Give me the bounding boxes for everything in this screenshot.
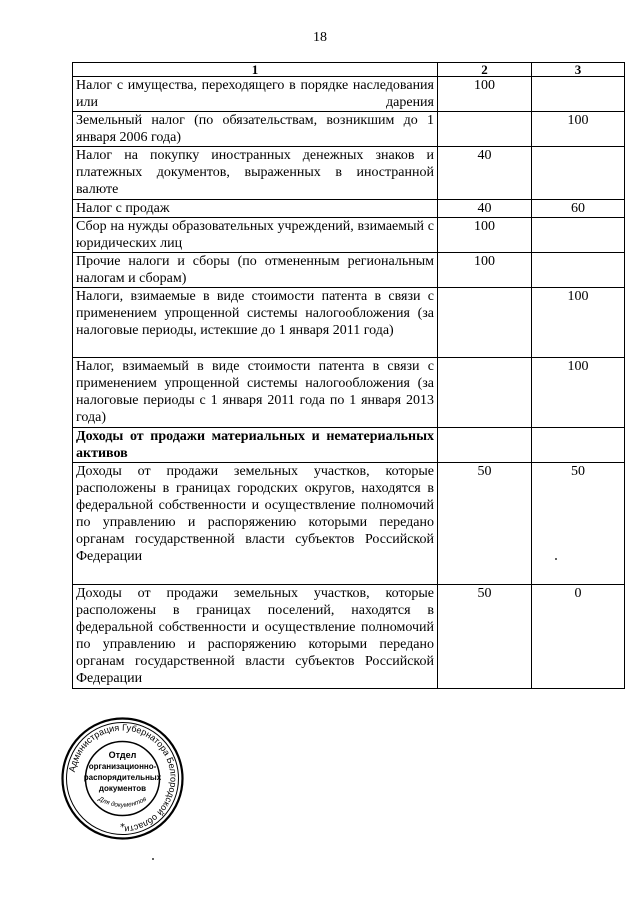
official-seal <box>60 716 185 841</box>
row-label: Налог на покупку иностранных денежных знаков и платежных документов, выраженных в иностранной валюте <box>73 147 438 200</box>
seal-center-line-2: организационно- <box>88 762 157 771</box>
row-value-col2: 50 <box>438 585 532 689</box>
table-row <box>73 253 625 288</box>
row-value-col3: 0 <box>532 585 625 689</box>
row-value-col2: 50 <box>438 463 532 585</box>
column-header-3: 3 <box>532 63 625 77</box>
row-label: Сбор на нужды образовательных учреждений, взимаемый с юридических лиц <box>73 218 438 253</box>
row-label: Земельный налог (по обязательствам, возникшим до 1 января 2006 года) <box>73 112 438 147</box>
row-value-col2 <box>438 288 532 358</box>
page-number: 18 <box>313 30 327 45</box>
table-row <box>73 112 625 147</box>
row-value-col2: 40 <box>438 200 532 218</box>
row-value-col2 <box>438 358 532 428</box>
row-label: Налог с продаж <box>73 200 438 218</box>
row-value-col2: 100 <box>438 253 532 288</box>
row-label: Налог, взимаемый в виде стоимости патента в связи с применением упрощенной системы налогообложения (за налоговые периоды с 1 января 2011 года по 1 января 2013 года) <box>73 358 438 428</box>
scan-speck <box>152 858 154 860</box>
seal-center-line-1: Отдел <box>108 750 137 760</box>
column-header-2: 2 <box>438 63 532 77</box>
table-row <box>73 200 625 218</box>
row-value-col3: 100 <box>532 288 625 358</box>
table-row <box>73 77 625 112</box>
row-label: Доходы от продажи земельных участков, которые расположены в границах городских округов, находятся в федеральной собственности и осуществление полномочий по управлению и распоряжению которыми передано органам государственной власти субъектов Российской Федерации <box>73 463 438 585</box>
seal-ring-text: Администрация Губернатора Белгородской области <box>66 722 179 835</box>
row-value-col2 <box>438 112 532 147</box>
table-section-row <box>73 428 625 463</box>
row-value-col3 <box>532 428 625 463</box>
row-label: Налог с имущества, переходящего в порядке наследования или дарения <box>73 77 438 112</box>
table-header-row <box>73 63 625 77</box>
scan-speck <box>555 558 557 560</box>
row-value-col2: 40 <box>438 147 532 200</box>
seal-center-line-3: распорядительных <box>83 773 162 782</box>
table-row <box>73 218 625 253</box>
table-row <box>73 358 625 428</box>
seal-lower-text: Для документов <box>97 795 148 810</box>
column-header-1: 1 <box>73 63 438 77</box>
row-value-col2: 100 <box>438 218 532 253</box>
revenue-table <box>72 62 625 689</box>
table-row <box>73 585 625 689</box>
row-value-col3: 100 <box>532 358 625 428</box>
table-row <box>73 463 625 585</box>
row-value-col3 <box>532 147 625 200</box>
row-label: Налоги, взимаемые в виде стоимости патента в связи с применением упрощенной системы налогообложения (за налоговые периоды, истекшие до 1 января 2011 года) <box>73 288 438 358</box>
row-label: Прочие налоги и сборы (по отмененным региональным налогам и сборам) <box>73 253 438 288</box>
row-value-col2: 100 <box>438 77 532 112</box>
row-value-col3 <box>532 253 625 288</box>
row-value-col3: 100 <box>532 112 625 147</box>
section-heading: Доходы от продажи материальных и нематериальных активов <box>73 428 438 463</box>
table-row <box>73 288 625 358</box>
row-label: Доходы от продажи земельных участков, которые расположены в границах поселений, находятся в федеральной собственности и осуществление полномочий по управлению и распоряжению которыми передано органам государственной власти субъектов Российской Федерации <box>73 585 438 689</box>
table-row <box>73 147 625 200</box>
row-value-col2 <box>438 428 532 463</box>
row-value-col3 <box>532 218 625 253</box>
row-value-col3: 50 <box>532 463 625 585</box>
seal-star: * <box>120 822 125 833</box>
row-value-col3: 60 <box>532 200 625 218</box>
row-value-col3 <box>532 77 625 112</box>
seal-center-line-4: документов <box>98 784 147 793</box>
